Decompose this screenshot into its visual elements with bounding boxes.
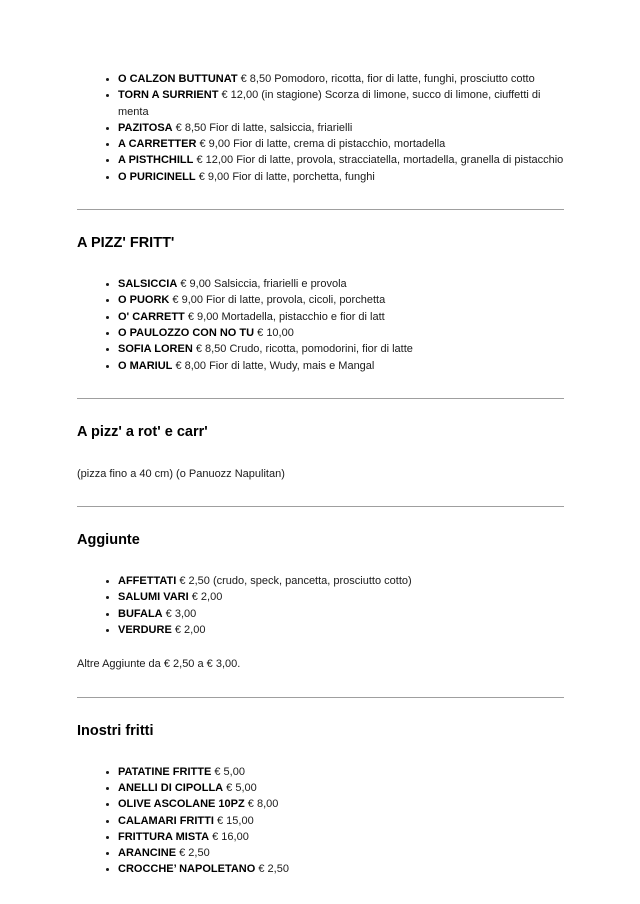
section-divider [77, 506, 564, 507]
item-details: € 12,00 Fior di latte, provola, stracciatella, mortadella, granella di pistacchio [196, 154, 564, 167]
menu-item [118, 606, 564, 622]
fritti-list [77, 764, 564, 878]
item-name: ANELLI DI CIPOLLA [118, 781, 224, 794]
section-heading-pizz-fritt: A PIZZ' FRITT' [77, 235, 175, 252]
menu-item [118, 136, 564, 152]
item-name: VERDURE [118, 624, 172, 637]
item-name: TORN A SURRIENT [118, 89, 219, 102]
item-details: € 8,00 [247, 798, 279, 811]
item-details: € 9,00 Salsiccia, friarielli e provola [180, 278, 347, 291]
menu-item [118, 764, 564, 780]
item-name: O PUORK [118, 294, 170, 307]
item-name: O PAULOZZO CON NO TU [118, 326, 255, 339]
item-details: € 8,50 Crudo, ricotta, pomodorini, fior di latte [195, 343, 413, 356]
menu-item [118, 845, 564, 861]
pizza-fritta-list [77, 276, 564, 374]
item-name: CALAMARI FRITTI [118, 814, 214, 827]
menu-item [118, 358, 564, 374]
menu-item [118, 796, 564, 812]
menu-item [118, 120, 564, 136]
item-name: SALUMI VARI [118, 591, 189, 604]
item-name: SALSICCIA [118, 278, 178, 291]
item-name: O MARIUL [118, 359, 173, 372]
item-details: € 10,00 [257, 326, 294, 339]
section-divider [77, 398, 564, 399]
item-name: FRITTURA MISTA [118, 830, 210, 843]
section-heading-fritti: Inostri fritti [77, 722, 154, 739]
section-heading-pizz-a-rot: A pizz' a rot' e carr' [77, 423, 208, 440]
item-name: PATATINE FRITTE [118, 765, 212, 778]
menu-item [118, 292, 564, 308]
item-name: O CALZON BUTTUNAT [118, 73, 238, 85]
menu-item [118, 169, 564, 185]
item-name: BUFALA [118, 607, 163, 620]
item-details: € 2,00 [174, 624, 206, 637]
item-name: A PISTHCHILL [118, 154, 194, 167]
item-details: € 2,00 [191, 591, 223, 604]
item-name: OLIVE ASCOLANE 10PZ [118, 798, 245, 811]
item-details: € 5,00 [214, 765, 245, 778]
aggiunte-note: Altre Aggiunte da € 2,50 a € 3,00. [77, 658, 241, 671]
pizza-list-top [77, 71, 564, 185]
item-details: € 15,00 [217, 814, 254, 827]
menu-item [118, 152, 564, 168]
item-name: ARANCINE [118, 847, 177, 860]
item-details: € 9,00 Fior di latte, crema di pistacchio, mortadella [199, 138, 446, 151]
item-details: € 9,00 Fior di latte, porchetta, funghi [198, 170, 375, 183]
menu-item [118, 71, 564, 87]
item-details: € 2,50 (crudo, speck, pancetta, prosciutto cotto) [179, 575, 412, 588]
item-name: A CARRETTER [118, 138, 197, 151]
item-details: € 5,00 [226, 781, 257, 794]
item-name: O' CARRETT [118, 310, 185, 323]
menu-item [118, 341, 564, 357]
item-details: € 3,00 [165, 607, 197, 620]
menu-item [118, 589, 564, 605]
item-name: PAZITOSA [118, 121, 173, 134]
section-note: (pizza fino a 40 cm) (o Panuozz Napulitan) [77, 467, 285, 480]
item-details: € 16,00 [212, 830, 249, 843]
menu-item [118, 325, 564, 341]
menu-item [118, 780, 564, 796]
menu-item [118, 87, 564, 120]
section-heading-aggiunte: Aggiunte [77, 532, 140, 549]
menu-item [118, 861, 564, 877]
item-name: SOFIA LOREN [118, 343, 193, 356]
item-details: € 9,00 Mortadella, pistacchio e fior di latt [187, 310, 385, 323]
aggiunte-list [77, 573, 564, 638]
menu-item [118, 622, 564, 638]
item-name: O PURICINELL [118, 170, 196, 183]
item-details: € 8,50 Fior di latte, salsiccia, friarielli [175, 121, 353, 134]
item-name: AFFETTATI [118, 575, 177, 588]
item-details: € 2,50 [258, 863, 289, 876]
item-details: € 9,00 Fior di latte, provola, cicoli, porchetta [172, 294, 386, 307]
menu-item [118, 276, 564, 292]
menu-item [118, 573, 564, 589]
section-divider [77, 209, 564, 210]
item-name: CROCCHE’ NAPOLETANO [118, 863, 256, 876]
menu-item [118, 309, 564, 325]
menu-item [118, 829, 564, 845]
item-details: € 8,50 Pomodoro, ricotta, fior di latte, funghi, prosciutto cotto [240, 73, 535, 85]
item-details: € 2,50 [179, 847, 210, 860]
section-divider [77, 697, 564, 698]
menu-item [118, 813, 564, 829]
item-details: € 8,00 Fior di latte, Wudy, mais e Mangal [175, 359, 375, 372]
item-details: € 12,00 (in stagione) Scorza di limone, succo di limone, ciuffetti di menta [118, 89, 541, 118]
